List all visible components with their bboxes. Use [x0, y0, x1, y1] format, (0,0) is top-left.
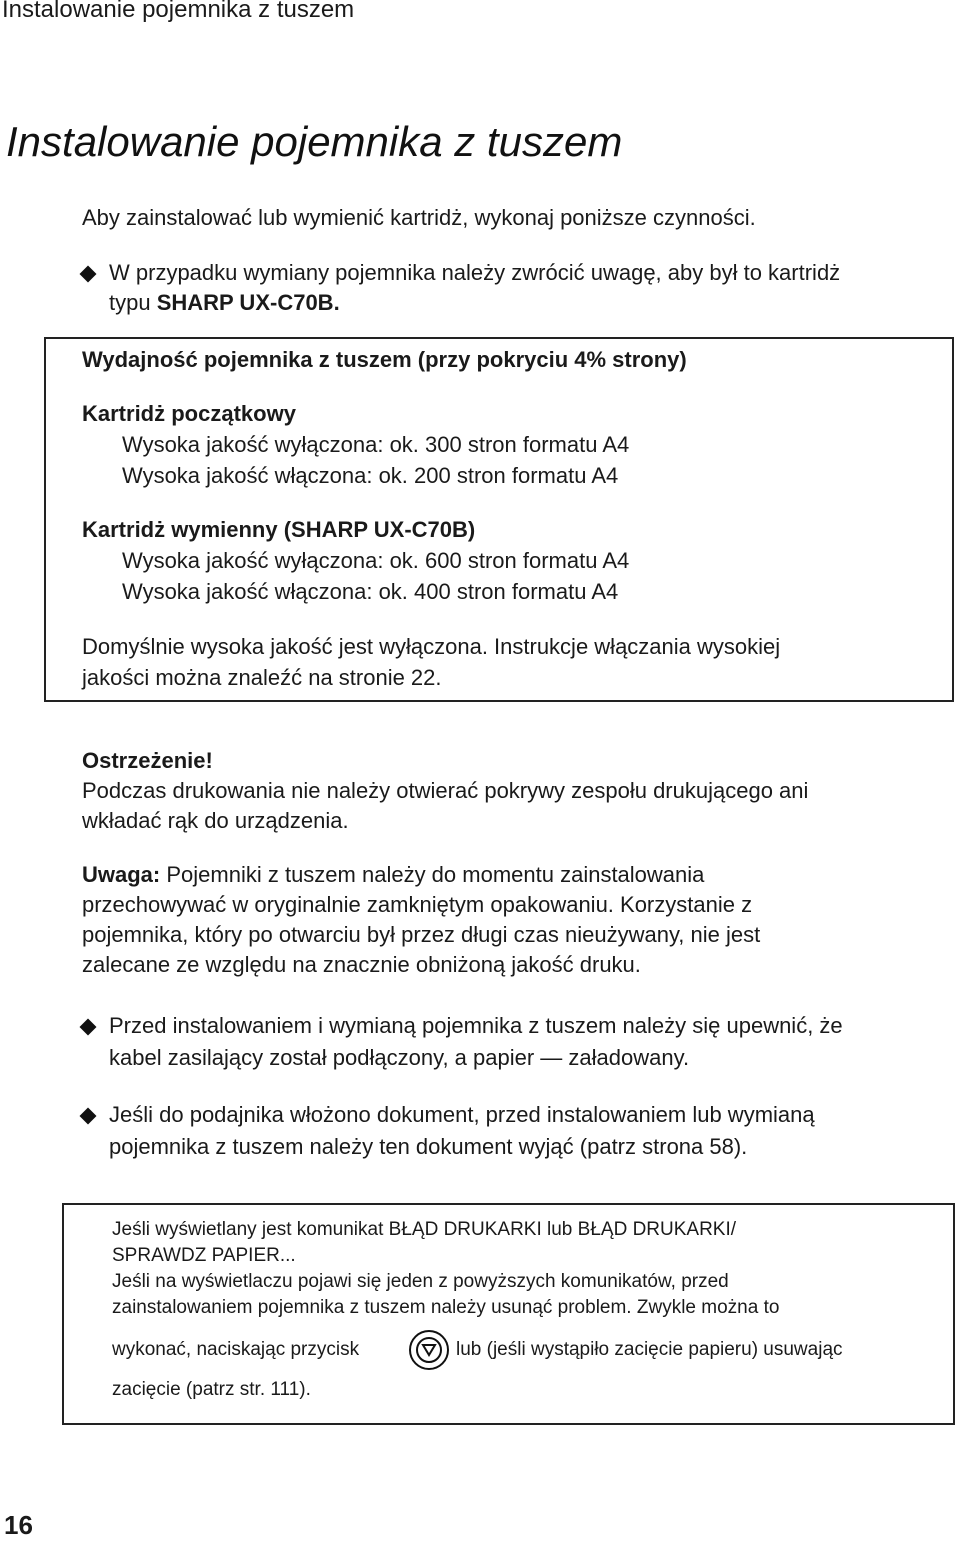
bullet-line: kabel zasilający został podłączony, a papier — załadowany.: [109, 1045, 690, 1070]
bullet-power-check: [82, 1010, 952, 1074]
text-fragment: Pojemniki z tuszem należy do momentu zainstalowania: [160, 862, 705, 887]
model-name: SHARP UX-C70B: [156, 290, 334, 315]
bullet-line: [109, 288, 840, 318]
text-fragment: typu: [109, 290, 157, 315]
error-box-line: SPRAWDZ PAPIER...: [112, 1245, 296, 1266]
warning-block: [82, 746, 808, 836]
initial-yield-line: Wysoka jakość włączona: ok. 200 stron formatu A4: [122, 463, 619, 488]
note-line: przechowywać w oryginalnie zamkniętym opakowaniu. Korzystanie z: [82, 892, 753, 917]
bullet-text: [109, 1099, 815, 1163]
error-box-line: Jeśli wyświetlany jest komunikat BŁĄD DRUKARKI lub BŁĄD DRUKARKI/: [112, 1219, 737, 1240]
intro-text: Aby zainstalować lub wymienić kartridż, wykonaj poniższe czynności.: [82, 205, 756, 230]
warning-heading: Ostrzeżenie!: [82, 748, 213, 773]
warning-line: Podczas drukowania nie należy otwierać pokrywy zespołu drukującego ani: [82, 778, 809, 803]
error-box-line: Jeśli na wyświetlaczu pojawi się jeden z powyższych komunikatów, przed: [112, 1271, 729, 1292]
text-fragment: .: [333, 290, 340, 315]
page-number: 16: [4, 1510, 33, 1540]
bullet-diamond-icon: [80, 1019, 97, 1036]
replacement-cartridge-heading: Kartridż wymienny (SHARP UX-C70B): [82, 517, 476, 542]
error-box-line: lub (jeśli wystąpiło zacięcie papieru) usuwając: [456, 1339, 843, 1360]
stop-clear-button-icon: [409, 1330, 449, 1370]
bullet-line: pojemnika z tuszem należy ten dokument wyjąć (patrz strona 58).: [109, 1134, 748, 1159]
running-header: Instalowanie pojemnika z tuszem: [2, 0, 355, 23]
initial-cartridge-heading: Kartridż początkowy: [82, 401, 296, 426]
note-line: zalecane ze względu na znacznie obniżoną jakość druku.: [82, 952, 641, 977]
error-box-line: zainstalowaniem pojemnika z tuszem należy usunąć problem. Zwykle można to: [112, 1297, 780, 1318]
default-quality-note: jakości można znaleźć na stronie 22.: [82, 665, 442, 690]
bullet-text: [109, 1010, 843, 1074]
note-label: Uwaga:: [82, 862, 161, 887]
bullet-diamond-icon: [80, 266, 97, 283]
note-block: [82, 860, 760, 980]
bullet-line: Przed instalowaniem i wymianą pojemnika z tuszem należy się upewnić, że: [109, 1013, 843, 1038]
warning-line: wkładać rąk do urządzenia.: [82, 808, 349, 833]
stop-triangle-icon: [409, 1330, 449, 1370]
note-line: pojemnika, który po otwarciu był przez długi czas nieużywany, nie jest: [82, 922, 761, 947]
initial-yield-line: Wysoka jakość wyłączona: ok. 300 stron formatu A4: [122, 432, 630, 457]
bullet-text: [109, 258, 840, 318]
error-box-line: wykonać, naciskając przycisk: [112, 1339, 360, 1360]
yield-info-box: [44, 337, 954, 702]
page-title: Instalowanie pojemnika z tuszem: [6, 118, 623, 165]
replacement-yield-line: Wysoka jakość wyłączona: ok. 600 stron formatu A4: [122, 548, 630, 573]
bullet-line: W przypadku wymiany pojemnika należy zwrócić uwagę, aby był to kartridż: [109, 260, 841, 285]
bullet-diamond-icon: [80, 1108, 97, 1125]
replacement-yield-line: Wysoka jakość włączona: ok. 400 stron formatu A4: [122, 579, 619, 604]
bullet-cartridge-type: [82, 258, 952, 320]
printer-error-box: [62, 1203, 955, 1425]
yield-box-title: Wydajność pojemnika z tuszem (przy pokryciu 4% strony): [82, 347, 687, 372]
bullet-line: Jeśli do podajnika włożono dokument, przed instalowaniem lub wymianą: [109, 1102, 815, 1127]
bullet-remove-document: [82, 1099, 952, 1163]
default-quality-note: Domyślnie wysoka jakość jest wyłączona. Instrukcje włączania wysokiej: [82, 634, 781, 659]
note-line: [82, 860, 760, 890]
error-box-line: zacięcie (patrz str. 111).: [112, 1379, 311, 1400]
